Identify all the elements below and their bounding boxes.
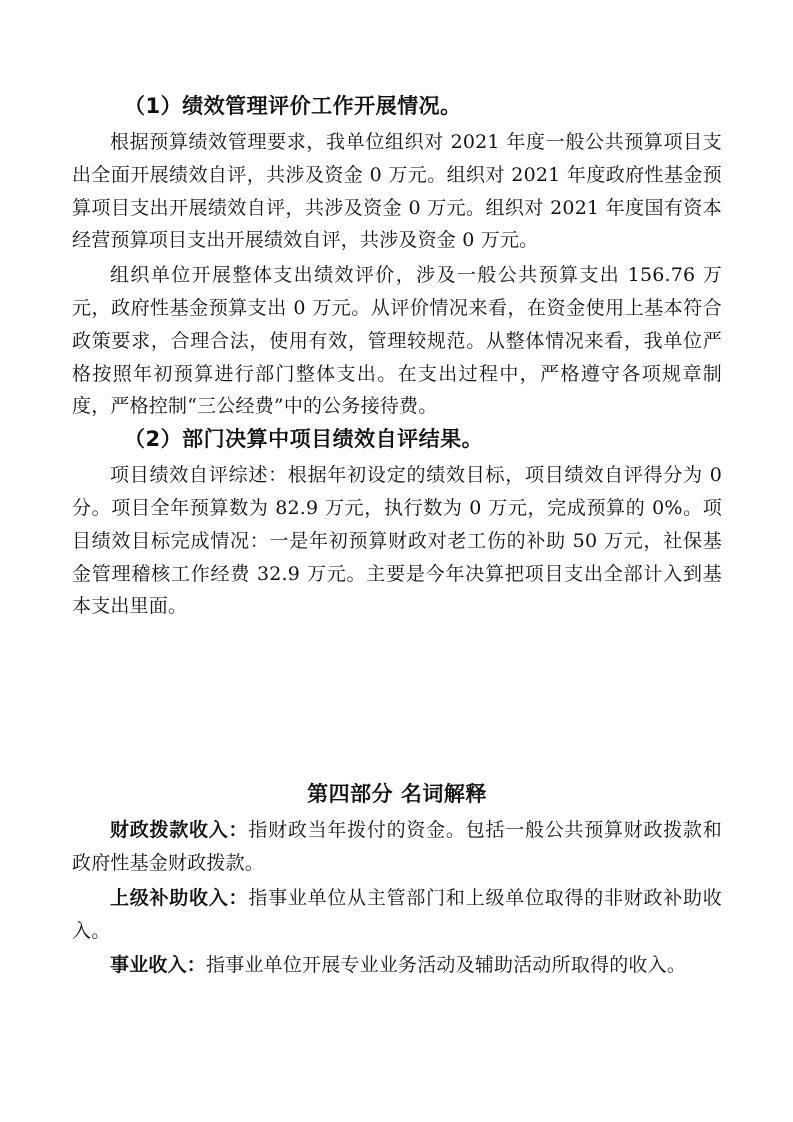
term-text-3: 指事业单位开展专业业务活动及辅助活动所取得的收入。: [206, 954, 687, 977]
term-label-1: 财政拨款收入：: [110, 819, 249, 842]
section1-paragraph-2: 组织单位开展整体支出绩效评价，涉及一般公共预算支出 156.76 万元，政府性基金预算支出 0 万元。从评价情况来看，在资金使用上基本符合政策要求，合理合法，使用有效，管理较规范。从整体情况来看，我单位严格按照年初预算进行部门整体支出。在支出过程中，严格遵守各项规章制度，严格控制“三公经费”中的公务接待费。: [72, 264, 722, 418]
document-page: [72, 90, 722, 982]
term-text-2: 指事业单位从主管部门和上级单位取得的非财政补助收入。: [72, 886, 722, 942]
term-definition-3: [72, 949, 722, 982]
section1-paragraph-1: 根据预算绩效管理要求，我单位组织对 2021 年度一般公共预算项目支出全面开展绩效自评，共涉及资金 0 万元。组织对 2021 年度政府性基金预算项目支出开展绩效自评，共涉及资金 0 万元。组织对 2021 年度国有资本经营预算项目支出开展绩效自评，共涉及资金 0 万元。: [72, 131, 722, 252]
section1-heading: （1）绩效管理评价工作开展情况。: [124, 94, 462, 118]
term-definition-1: [72, 814, 722, 880]
section2-heading: （2）部门决算中项目绩效自评结果。: [124, 427, 484, 452]
term-text-1: 指财政当年拨付的资金。包括一般公共预算财政拨款和政府性基金财政拨款。: [72, 819, 722, 874]
term-label-2: 上级补助收入：: [110, 886, 249, 909]
term-label-3: 事业收入：: [110, 954, 207, 977]
part4-title: 第四部分 名词解释: [307, 782, 487, 807]
section2-paragraph-1: 项目绩效自评综述：根据年初设定的绩效目标，项目绩效自评得分为 0 分。项目全年预算数为 82.9 万元，执行数为 0 万元，完成预算的 0%。项目绩效目标完成情况：一是年初预算财政对老工伤的补助 50 万元，社保基金管理稽核工作经费 32.9 万元。主要是今年决算把项目支出全部计入到基本支出里面。: [72, 464, 722, 618]
term-definition-2: [72, 882, 722, 948]
